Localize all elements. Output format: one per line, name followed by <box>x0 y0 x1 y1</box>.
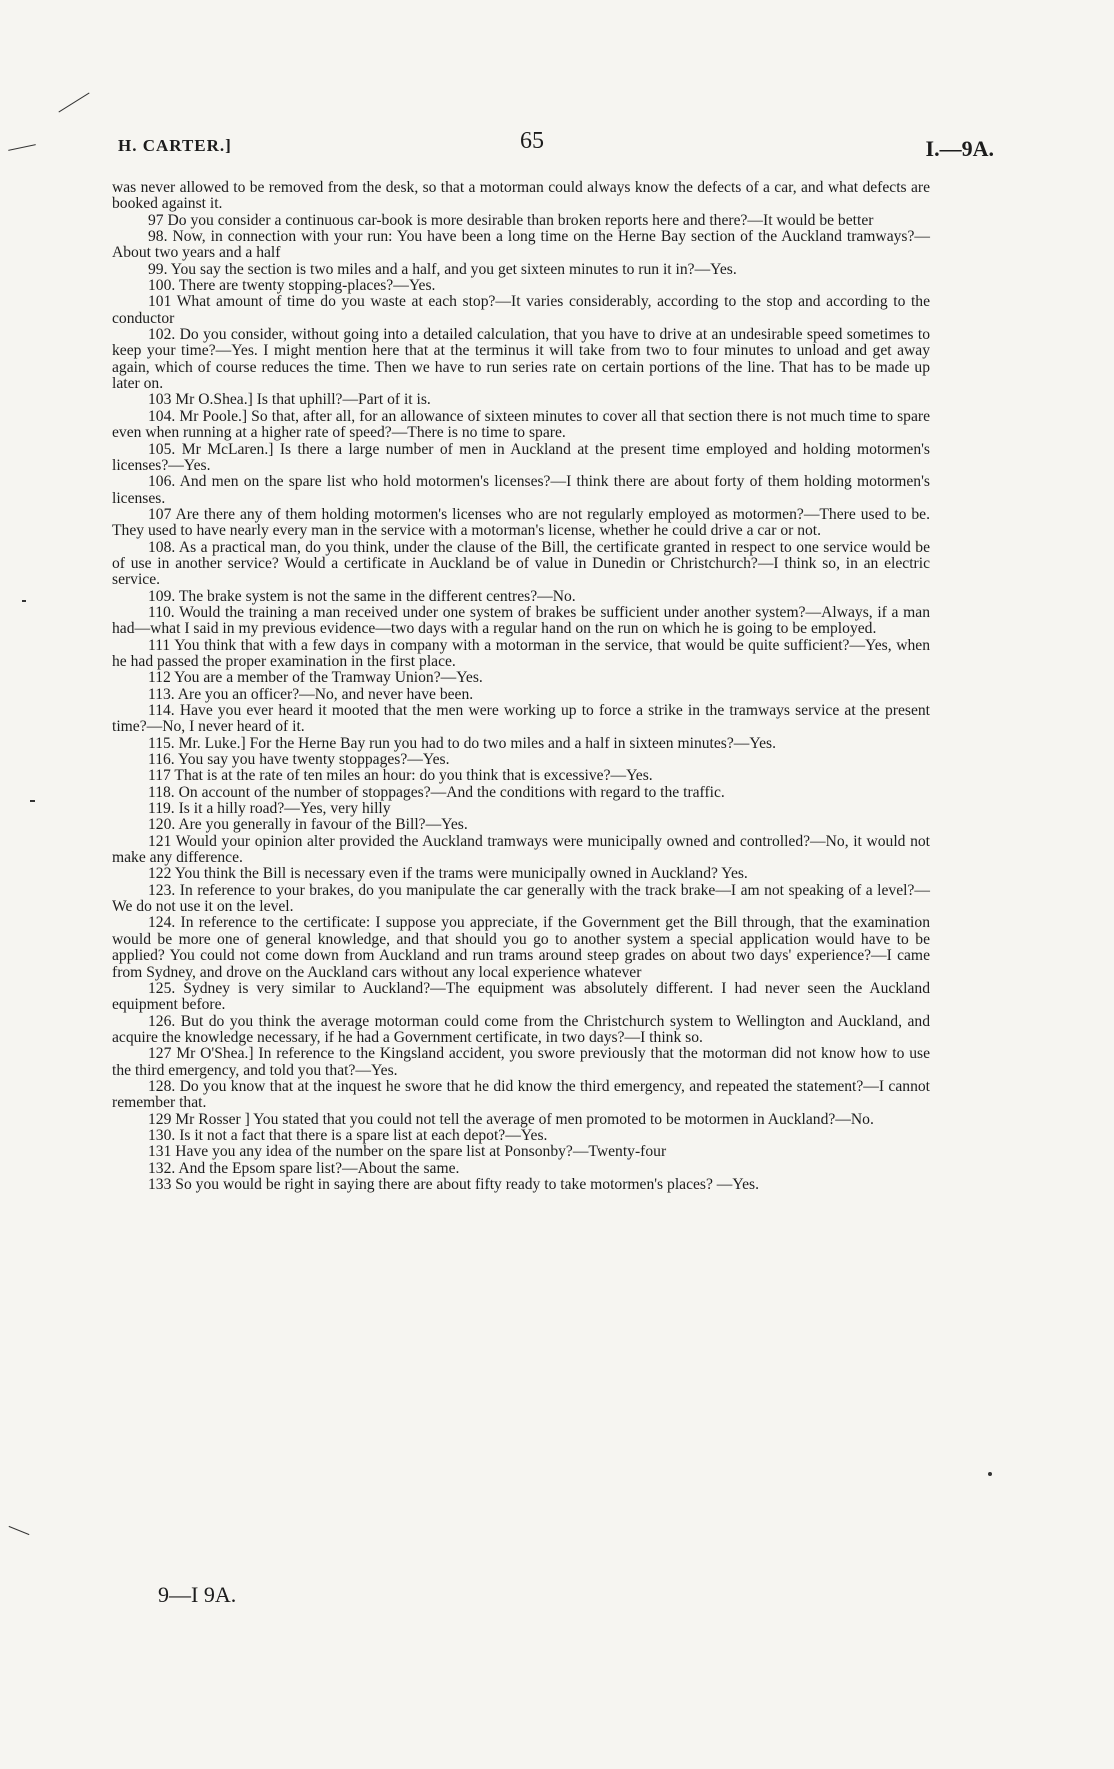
paragraph: was never allowed to be removed from the desk, so that a motorman could always know the defects of a car, and what defects are booked against it. <box>112 179 930 213</box>
margin-mark <box>22 600 26 602</box>
paragraph: 121 Would your opinion alter provided the Auckland tramways were municipally owned and controlled?—No, it would not make any difference. <box>112 832 930 867</box>
paragraph: 109. The brake system is not the same in the different centres?—No. <box>148 587 576 605</box>
signature-mark: 9—I 9A. <box>158 1582 237 1607</box>
paragraph: 117 That is at the rate of ten miles an hour: do you think that is excessive?—Yes. <box>148 767 653 785</box>
paragraph: 118. On account of the number of stoppages?—And the conditions with regard to the traffic. <box>148 783 725 801</box>
paragraph: 130. Is it not a fact that there is a spare list at each depot?—Yes. <box>148 1126 548 1144</box>
witness-name: H. CARTER.] <box>118 136 232 155</box>
page-header <box>118 128 994 161</box>
paragraph: 101 What amount of time do you waste at each stop?—It varies considerably, according to the stop and according to the conductor <box>112 293 930 327</box>
paragraph: 104. Mr Poole.] So that, after all, for an allowance of sixteen minutes to cover all that section there is not much time to spare even when running at a higher rate of speed?—There is no time to spare. <box>112 407 930 442</box>
paragraph: 115. Mr. Luke.] For the Herne Bay run you had to do two miles and a half in sixteen minutes?—Yes. <box>148 734 776 752</box>
paragraph: 105. Mr McLaren.] Is there a large number of men in Auckland at the present time employed and holding motormen's licenses?—Yes. <box>112 440 930 474</box>
paragraph: 112 You are a member of the Tramway Union?—Yes. <box>148 669 483 687</box>
paragraph: 106. And men on the spare list who hold motormen's licenses?—I think there are about forty of them holding motormen's licenses. <box>112 473 930 507</box>
paragraph: 128. Do you know that at the inquest he swore that he did know the third emergency, and repeated the statement?—I cannot remember that. <box>112 1077 930 1112</box>
paragraph: 100. There are twenty stopping-places?—Yes. <box>148 277 436 295</box>
paragraph: 107 Are there any of them holding motormen's licenses who are not regularly employed as motormen?—There used to be. They used to have nearly every man in the service with a motorman's license, whether he could drive a car or not. <box>112 505 930 540</box>
paragraph: 122 You think the Bill is necessary even if the trams were municipally owned in Auckland? Yes. <box>148 865 748 883</box>
paragraph: 129 Mr Rosser ] You stated that you could not tell the average of men promoted to be motormen in Auckland?—No. <box>148 1110 874 1128</box>
paragraph: 132. And the Epsom spare list?—About the same. <box>148 1159 460 1177</box>
paragraph: 102. Do you consider, without going into a detailed calculation, that you have to drive at an undesirable speed sometimes to keep your time?—Yes. I might mention here that at the terminus it will take from two to four minutes to unload and get away again, which of course reduces the time. Then we have to run series rate on certain portions of the line. That has to be made up later on. <box>112 326 930 393</box>
paragraph: 126. But do you think the average motorman could come from the Christchurch system to Wellington and Auckland, and acquire the knowledge necessary, if he had a Government certificate, in two days?—I think so. <box>112 1012 930 1046</box>
paragraph: 98. Now, in connection with your run: You have been a long time on the Herne Bay section of the Auckland tramways?—About two years and a half <box>112 228 930 262</box>
paper-reference: I.—9A. <box>925 136 994 161</box>
margin-mark <box>30 800 35 802</box>
paragraph: 131 Have you any idea of the number on the spare list at Ponsonby?—Twenty-four <box>148 1143 667 1161</box>
paragraph: 103 Mr O.Shea.] Is that uphill?—Part of it is. <box>148 391 431 409</box>
paragraph: 123. In reference to your brakes, do you manipulate the car generally with the track brake—I am not speaking of a level?—We do not use it on the level. <box>112 881 930 916</box>
paragraph: 127 Mr O'Shea.] In reference to the Kingsland accident, you swore previously that the motorman did not know how to use the third emergency, and told you that?—Yes. <box>112 1045 930 1079</box>
paragraph: 116. You say you have twenty stoppages?—Yes. <box>148 751 450 769</box>
paragraph: 110. Would the training a man received under one system of brakes be sufficient under another system?—Always, if a man had—what I said in my previous evidence—two days with a regular hand on the run on which he is going to be employed. <box>112 603 930 638</box>
margin-dot <box>988 1472 992 1476</box>
page-number: 65 <box>520 128 544 154</box>
paragraph: 120. Are you generally in favour of the Bill?—Yes. <box>148 816 468 834</box>
paragraph: 124. In reference to the certificate: I suppose you appreciate, if the Government get the Bill through, that the examination would be more one of general knowledge, and that should you go to another system a special application would have to be applied? You could not come down from Auckland and run trams around steep grades on about two days' experience?—I came from Sydney, and drove on the Auckland cars without any local experience whatever <box>112 914 930 981</box>
paragraph: 97 Do you consider a continuous car-book is more desirable than broken reports here and there?—It would be better <box>148 211 874 229</box>
paragraph: 99. You say the section is two miles and a half, and you get sixteen minutes to run it in?—Yes. <box>148 260 737 278</box>
paragraph: 113. Are you an officer?—No, and never have been. <box>148 685 474 703</box>
testimony-body <box>112 180 930 1193</box>
margin-scratch <box>9 1526 30 1535</box>
paragraph: 119. Is it a hilly road?—Yes, very hilly <box>148 800 391 818</box>
paragraph: 125. Sydney is very similar to Auckland?—The equipment was absolutely different. I had never seen the Auckland equipment before. <box>112 979 930 1014</box>
paragraph: 108. As a practical man, do you think, under the clause of the Bill, the certificate granted in respect to one service would be of use in another service? Would a certificate in Auckland be of value in Dunedin or Christchurch?—I think so, in an electric service. <box>112 538 930 589</box>
paragraph: 114. Have you ever heard it mooted that the men were working up to force a strike in the tramways service at the present time?—No, I never heard of it. <box>112 702 930 736</box>
margin-scratch <box>8 144 36 151</box>
margin-scratch <box>58 93 89 113</box>
paragraph: 133 So you would be right in saying there are about fifty ready to take motormen's places? —Yes. <box>148 1175 759 1193</box>
paragraph: 111 You think that with a few days in company with a motorman in the service, that would be quite sufficient?—Yes, when he had passed the proper examination in the first place. <box>112 636 930 670</box>
